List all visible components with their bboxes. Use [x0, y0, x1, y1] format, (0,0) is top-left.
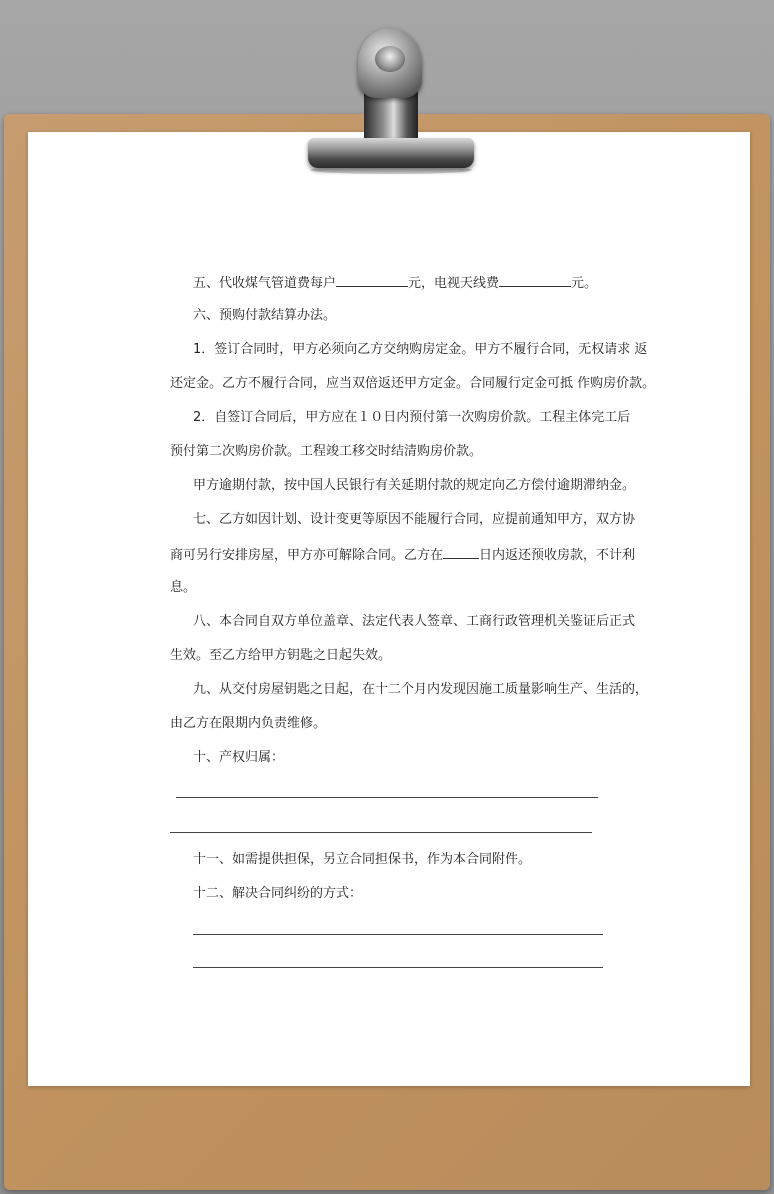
clause-11: 十一、如需提供担保，另立合同担保书，作为本合同附件。	[193, 852, 532, 867]
clause-6-item-2: 2．自签订合同后，甲方应在１０日内预付第一次购房价款。工程主体完工后	[193, 410, 631, 425]
clause-6-item-1-cont: 还定金。乙方不履行合同，应当双倍返还甲方定金。合同履行定金可抵 作购房价款。	[170, 376, 656, 391]
clause-6-item-2-cont: 预付第二次购房价款。工程竣工移交时结清购房价款。	[170, 444, 483, 459]
clip-bar	[308, 138, 474, 168]
clause-7-text-a: 商可另行安排房屋，甲方亦可解除合同。乙方在	[170, 548, 444, 563]
clause-5-text-c: 元。	[571, 276, 598, 291]
clause-12: 十二、解决合同纠纷的方式：	[193, 886, 363, 901]
fill-line[interactable]	[176, 797, 598, 798]
clause-7-text-b: 日内返还预收房款，不计利	[479, 548, 636, 563]
fill-line[interactable]	[193, 934, 603, 935]
clause-8-cont: 生效。至乙方给甲方钥匙之日起失效。	[170, 648, 392, 663]
clause-7: 七、乙方如因计划、设计变更等原因不能履行合同，应提前通知甲方，双方协	[193, 512, 636, 527]
clause-9-cont: 由乙方在限期内负责维修。	[170, 716, 327, 731]
fill-line[interactable]	[170, 832, 592, 833]
clause-7-end: 息。	[170, 580, 197, 595]
clause-5-text-a: 五、代收煤气管道费每户	[193, 276, 337, 291]
clause-7-cont	[170, 545, 635, 565]
clause-6: 六、预购付款结算办法。	[193, 308, 337, 323]
fill-line[interactable]	[193, 967, 603, 968]
fill-blank[interactable]	[499, 273, 571, 287]
fill-blank[interactable]	[443, 545, 479, 559]
fill-blank[interactable]	[336, 273, 408, 287]
clause-8: 八、本合同自双方单位盖章、法定代表人签章、工商行政管理机关鉴证后正式	[193, 614, 636, 629]
late-payment-text: 甲方逾期付款，按中国人民银行有关延期付款的规定向乙方偿付逾期滞纳金。	[193, 478, 636, 493]
binder-clip-icon	[358, 28, 422, 98]
clause-6-item-1: 1．签订合同时，甲方必须向乙方交纳购房定金。甲方不履行合同，无权请求 返	[193, 342, 648, 357]
clause-9: 九、从交付房屋钥匙之日起，在十二个月内发现因施工质量影响生产、生活的，	[193, 682, 649, 697]
clause-5	[193, 273, 597, 293]
clause-10: 十、产权归属：	[193, 750, 285, 765]
clause-5-text-b: 元，电视天线费	[408, 276, 500, 291]
